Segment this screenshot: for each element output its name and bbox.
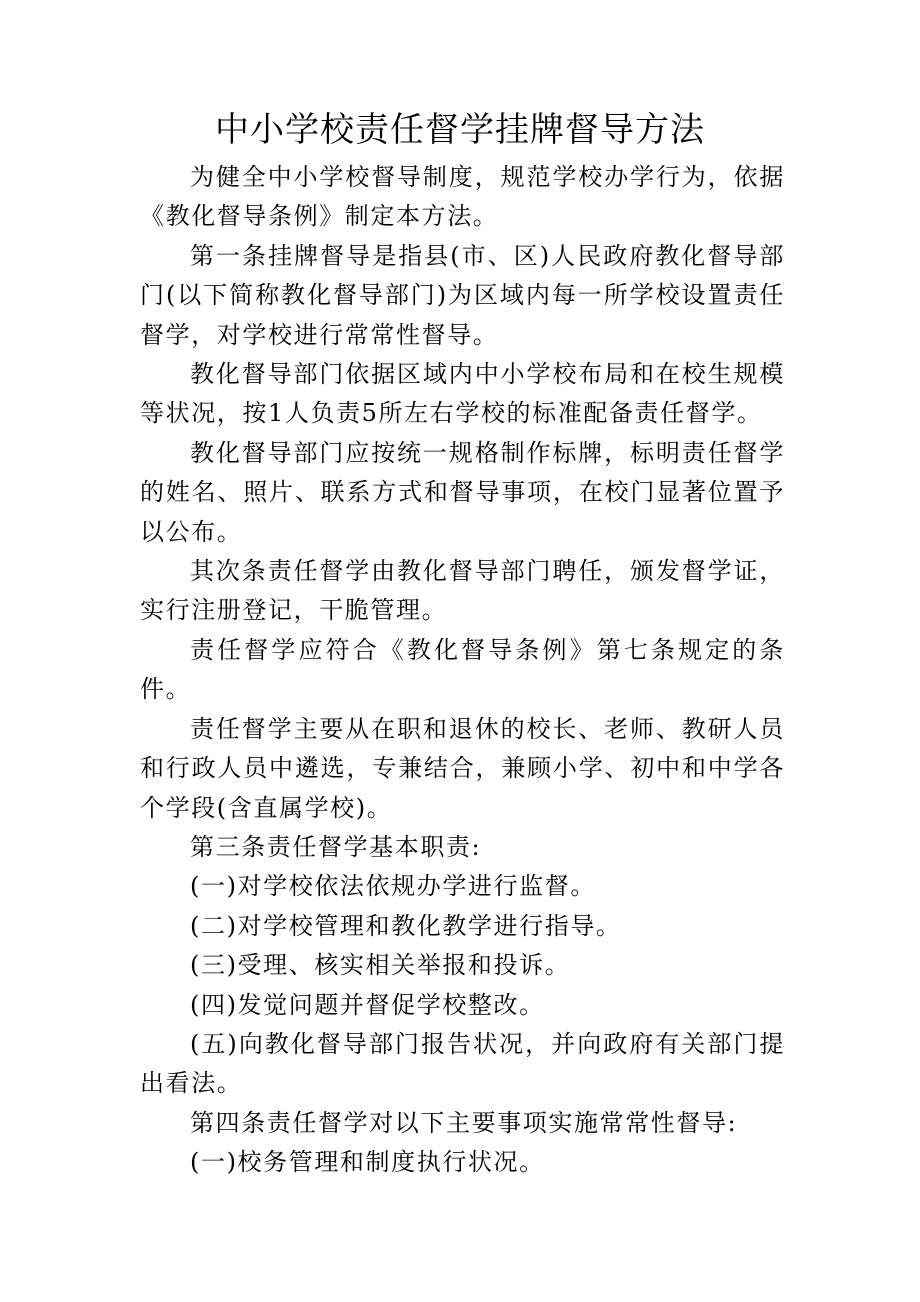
paragraph: 责任督学应符合《教化督导条例》第七条规定的条件。 <box>140 635 785 704</box>
paragraph: 责任督学主要从在职和退休的校长、老师、教研人员和行政人员中遴选，专兼结合，兼顾小学、初中和中学各个学段(含直属学校)。 <box>140 714 785 822</box>
paragraph: (一)对学校依法依规办学进行监督。 <box>190 872 596 901</box>
paragraph: 第一条挂牌督导是指县(市、区)人民政府教化督导部门(以下简称教化督导部门)为区域内每一所学校设置责任督学，对学校进行常常性督导。 <box>140 241 785 349</box>
paragraph: 第三条责任督学基本职责: <box>190 832 482 861</box>
document-body <box>140 158 785 1183</box>
paragraph: 其次条责任督学由教化督导部门聘任，颁发督学证，实行注册登记，干脆管理。 <box>140 557 785 625</box>
paragraph: (一)校务管理和制度执行状况。 <box>190 1148 545 1177</box>
paragraph: 教化督导部门依据区域内中小学校布局和在校生规模等状况，按1人负责5所左右学校的标准配备责任督学。 <box>140 360 785 428</box>
paragraph: (三)受理、核实相关举报和投诉。 <box>190 951 571 980</box>
paragraph: 为健全中小学校督导制度，规范学校办学行为，依据《教化督导条例》制定本方法。 <box>140 163 785 231</box>
paragraph: (二)对学校管理和教化教学进行指导。 <box>190 911 622 940</box>
paragraph: 教化督导部门应按统一规格制作标牌，标明责任督学的姓名、照片、联系方式和督导事项，在校门显著位置予以公布。 <box>140 438 785 546</box>
paragraph: (四)发觉问题并督促学校整改。 <box>190 990 545 1019</box>
paragraph: (五)向教化督导部门报告状况，并向政府有关部门提出看法。 <box>140 1029 785 1098</box>
document-title: 中小学校责任督学挂牌督导方法 <box>215 110 705 150</box>
paragraph: 第四条责任督学对以下主要事项实施常常性督导: <box>190 1108 738 1137</box>
